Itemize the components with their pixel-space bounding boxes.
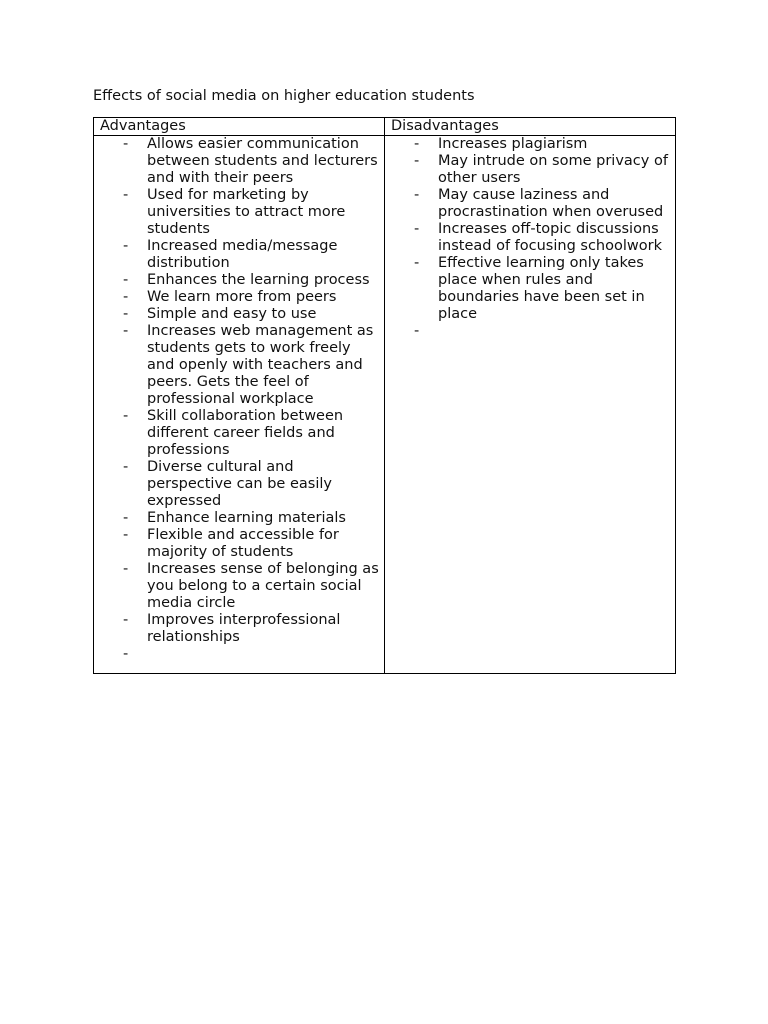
bullet-dash: - (123, 187, 129, 203)
advantages-item-text: Skill collaboration between different career fields and professions (147, 408, 344, 458)
advantages-item (94, 289, 384, 306)
bullet-dash: - (414, 153, 420, 169)
bullet-dash: - (123, 238, 129, 254)
advantages-cell (94, 136, 385, 674)
bullet-dash: - (123, 289, 129, 305)
advantages-item (94, 306, 384, 323)
bullet-dash: - (414, 323, 420, 339)
advantages-item (94, 272, 384, 289)
disadvantages-item-text: Effective learning only takes place when rules and boundaries have been set in place (438, 255, 645, 322)
advantages-item-text: Used for marketing by universities to attract more students (147, 187, 346, 237)
disadvantages-item (385, 255, 675, 323)
advantages-item-text: Increases web management as students gets to work freely and openly with teachers and peers. Gets the feel of professional workplace (147, 323, 374, 407)
document-title: Effects of social media on higher education students (93, 88, 475, 104)
advantages-item-text: Improves interprofessional relationships (147, 612, 341, 645)
bullet-dash: - (123, 561, 129, 577)
disadvantages-item-text (438, 323, 443, 339)
advantages-item (94, 527, 384, 561)
advantages-item (94, 510, 384, 527)
advantages-item (94, 136, 384, 187)
advantages-item-text: Simple and easy to use (147, 306, 317, 322)
advantages-item-text: Increased media/message distribution (147, 238, 338, 271)
advantages-item (94, 459, 384, 510)
table-body-row (94, 136, 676, 674)
disadvantages-item (385, 221, 675, 255)
advantages-item (94, 561, 384, 612)
bullet-dash: - (123, 306, 129, 322)
bullet-dash: - (123, 323, 129, 339)
advantages-item-text: Diverse cultural and perspective can be easily expressed (147, 459, 332, 509)
disadvantages-item (385, 187, 675, 221)
disadvantages-item-text: May cause laziness and procrastination when overused (438, 187, 664, 220)
advantages-item-text: Allows easier communication between students and lecturers and with their peers (147, 136, 378, 186)
advantages-item-text: Enhance learning materials (147, 510, 346, 526)
bullet-dash: - (414, 255, 420, 271)
advantages-item-text: Increases sense of belonging as you belong to a certain social media circle (147, 561, 379, 611)
bullet-dash: - (123, 527, 129, 543)
advantages-item (94, 408, 384, 459)
advantages-item (94, 238, 384, 272)
disadvantages-item (385, 136, 675, 153)
bullet-dash: - (123, 136, 129, 152)
bullet-dash: - (123, 612, 129, 628)
disadvantages-header: Disadvantages (385, 118, 676, 136)
bullet-dash: - (123, 272, 129, 288)
effects-table (93, 117, 676, 674)
bullet-dash: - (123, 510, 129, 526)
advantages-item (94, 612, 384, 646)
advantages-item-text: We learn more from peers (147, 289, 337, 305)
bullet-dash: - (414, 187, 420, 203)
advantages-item-text (147, 646, 152, 662)
advantages-item (94, 646, 384, 663)
advantages-item-text: Enhances the learning process (147, 272, 370, 288)
bullet-dash: - (123, 459, 129, 475)
advantages-item (94, 187, 384, 238)
bullet-dash: - (123, 646, 129, 662)
bullet-dash: - (414, 221, 420, 237)
disadvantages-item-text: Increases off-topic discussions instead of focusing schoolwork (438, 221, 662, 254)
disadvantages-item-text: Increases plagiarism (438, 136, 588, 152)
disadvantages-list (385, 136, 675, 340)
advantages-list (94, 136, 384, 663)
advantages-item-text: Flexible and accessible for majority of students (147, 527, 339, 560)
bullet-dash: - (123, 408, 129, 424)
disadvantages-item (385, 323, 675, 340)
advantages-header: Advantages (94, 118, 385, 136)
disadvantages-cell (385, 136, 676, 674)
table-header-row (94, 118, 676, 136)
advantages-item (94, 323, 384, 408)
bullet-dash: - (414, 136, 420, 152)
disadvantages-item (385, 153, 675, 187)
disadvantages-item-text: May intrude on some privacy of other users (438, 153, 668, 186)
